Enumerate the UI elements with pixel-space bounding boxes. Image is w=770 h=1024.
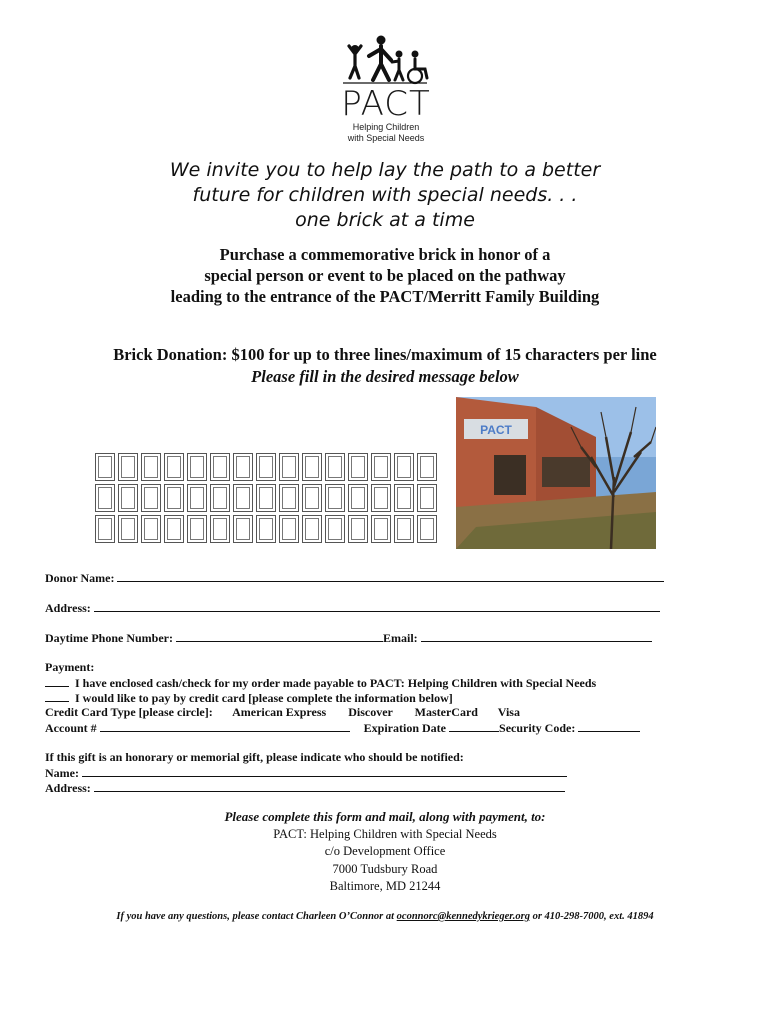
brick-character-box[interactable]	[256, 515, 276, 543]
honorary-note: If this gift is an honorary or memorial gift, please indicate who should be notified:	[45, 750, 464, 764]
security-code-label: Security Code:	[499, 721, 576, 735]
brick-character-box[interactable]	[394, 453, 414, 481]
brick-character-box[interactable]	[256, 484, 276, 512]
mailing-address-line: 7000 Tudsbury Road	[332, 861, 438, 876]
donor-name-field[interactable]	[117, 570, 664, 582]
card-type-row	[45, 705, 520, 720]
notify-name-field[interactable]	[82, 765, 567, 777]
brick-character-box[interactable]	[95, 515, 115, 543]
tagline-line: with Special Needs	[347, 133, 425, 143]
brick-row	[95, 515, 450, 543]
brick-character-box[interactable]	[95, 453, 115, 481]
card-type-visa[interactable]: Visa	[497, 705, 520, 719]
phone-field[interactable]	[176, 630, 383, 642]
pact-tagline	[336, 122, 436, 144]
headline-line: We invite you to help lay the path to a better	[169, 159, 601, 181]
brick-character-box[interactable]	[348, 515, 368, 543]
brick-character-box[interactable]	[394, 515, 414, 543]
check-option-field[interactable]	[45, 675, 69, 687]
payment-option-card	[45, 690, 453, 706]
notify-address-label: Address:	[45, 781, 91, 795]
brick-character-box[interactable]	[141, 453, 161, 481]
brick-character-box[interactable]	[394, 484, 414, 512]
card-type-label: Credit Card Type [please circle]:	[45, 705, 213, 719]
brick-donation-text: Brick Donation: $100 for up to three lines/maximum of 15 characters per line	[113, 345, 657, 364]
donor-name-row	[45, 570, 664, 586]
brick-character-box[interactable]	[325, 453, 345, 481]
intro-line: special person or event to be placed on the pathway	[204, 266, 566, 285]
brick-character-box[interactable]	[417, 453, 437, 481]
mailing-address-line: c/o Development Office	[324, 844, 446, 858]
brick-character-box[interactable]	[187, 453, 207, 481]
contact-suffix: or 410-298-7000, ext. 41894	[532, 911, 654, 922]
notify-name-row	[45, 765, 567, 781]
brick-character-box[interactable]	[256, 453, 276, 481]
brick-character-box[interactable]	[141, 484, 161, 512]
intro-line: leading to the entrance of the PACT/Merritt Family Building	[170, 287, 600, 306]
mailing-address-line: PACT: Helping Children with Special Needs	[273, 826, 497, 841]
brick-character-box[interactable]	[417, 515, 437, 543]
contact-line	[30, 911, 740, 922]
brick-character-box[interactable]	[233, 484, 253, 512]
brick-character-box[interactable]	[417, 484, 437, 512]
headline	[100, 158, 670, 233]
brick-character-box[interactable]	[348, 453, 368, 481]
brick-character-box[interactable]	[279, 515, 299, 543]
address-label: Address:	[45, 601, 91, 615]
pact-logo-figures-icon	[335, 34, 435, 86]
brick-character-box[interactable]	[302, 453, 322, 481]
brick-character-box[interactable]	[164, 515, 184, 543]
check-option-text: I have enclosed cash/check for my order made payable to PACT: Helping Children with Special Needs	[75, 676, 597, 690]
brick-character-box[interactable]	[371, 515, 391, 543]
notify-address-row	[45, 780, 565, 796]
brick-character-box[interactable]	[325, 484, 345, 512]
brick-character-box[interactable]	[141, 515, 161, 543]
brick-character-box[interactable]	[95, 484, 115, 512]
brick-character-box[interactable]	[279, 484, 299, 512]
brick-character-box[interactable]	[371, 484, 391, 512]
email-field[interactable]	[421, 630, 652, 642]
brick-character-box[interactable]	[164, 453, 184, 481]
donor-name-label: Donor Name:	[45, 571, 115, 585]
brick-row	[95, 453, 450, 481]
payment-option-check	[45, 675, 596, 691]
account-label: Account #	[45, 721, 97, 735]
headline-line: future for children with special needs. . .	[192, 184, 578, 206]
brick-character-box[interactable]	[118, 484, 138, 512]
brick-character-box[interactable]	[279, 453, 299, 481]
notify-address-field[interactable]	[94, 780, 565, 792]
brick-character-box[interactable]	[371, 453, 391, 481]
headline-line: one brick at a time	[295, 209, 475, 231]
notify-name-label: Name:	[45, 766, 79, 780]
mailing-heading: Please complete this form and mail, along with payment, to:	[224, 809, 546, 824]
expiration-label: Expiration Date	[363, 721, 447, 735]
brick-character-box[interactable]	[233, 515, 253, 543]
brick-character-box[interactable]	[187, 515, 207, 543]
brick-character-box[interactable]	[164, 484, 184, 512]
phone-label: Daytime Phone Number:	[45, 631, 173, 645]
contact-prefix: If you have any questions, please contact Charleen O’Connor at	[116, 911, 395, 922]
account-field[interactable]	[100, 720, 350, 732]
brick-character-box[interactable]	[325, 515, 345, 543]
brick-message-grid	[95, 453, 450, 549]
card-type-amex[interactable]: American Express	[232, 705, 327, 719]
brick-character-box[interactable]	[187, 484, 207, 512]
expiration-field[interactable]	[449, 720, 499, 732]
tagline-line: Helping Children	[352, 122, 420, 132]
brick-character-box[interactable]	[118, 453, 138, 481]
email-label: Email:	[382, 631, 418, 645]
brick-character-box[interactable]	[210, 484, 230, 512]
intro-text	[110, 244, 660, 307]
card-type-discover[interactable]: Discover	[348, 705, 393, 719]
brick-character-box[interactable]	[210, 515, 230, 543]
brick-character-box[interactable]	[302, 515, 322, 543]
pact-sign-text: PACT	[480, 423, 512, 437]
contact-email-link[interactable]: oconnorc@kennedykrieger.org	[396, 911, 530, 922]
brick-character-box[interactable]	[233, 453, 253, 481]
mailing-address-line: Baltimore, MD 21244	[329, 879, 441, 893]
brick-row	[95, 484, 450, 512]
card-type-mastercard[interactable]: MasterCard	[414, 705, 478, 719]
security-code-field[interactable]	[578, 720, 640, 732]
address-field[interactable]	[94, 600, 660, 612]
brick-character-box[interactable]	[348, 484, 368, 512]
card-option-text: I would like to pay by credit card [please complete the information below]	[75, 691, 453, 705]
card-option-field[interactable]	[45, 690, 69, 702]
building-photo	[456, 397, 656, 549]
account-row	[45, 720, 640, 736]
brick-character-box[interactable]	[302, 484, 322, 512]
pact-wordmark: PACT	[341, 84, 431, 124]
address-row	[45, 600, 660, 616]
mailing-instructions	[100, 808, 670, 896]
payment-label: Payment:	[45, 660, 95, 674]
fill-message-instruction: Please fill in the desired message below	[251, 367, 519, 386]
brick-character-box[interactable]	[118, 515, 138, 543]
intro-line: Purchase a commemorative brick in honor of a	[219, 245, 551, 264]
brick-character-box[interactable]	[210, 453, 230, 481]
phone-email-row	[45, 630, 652, 646]
